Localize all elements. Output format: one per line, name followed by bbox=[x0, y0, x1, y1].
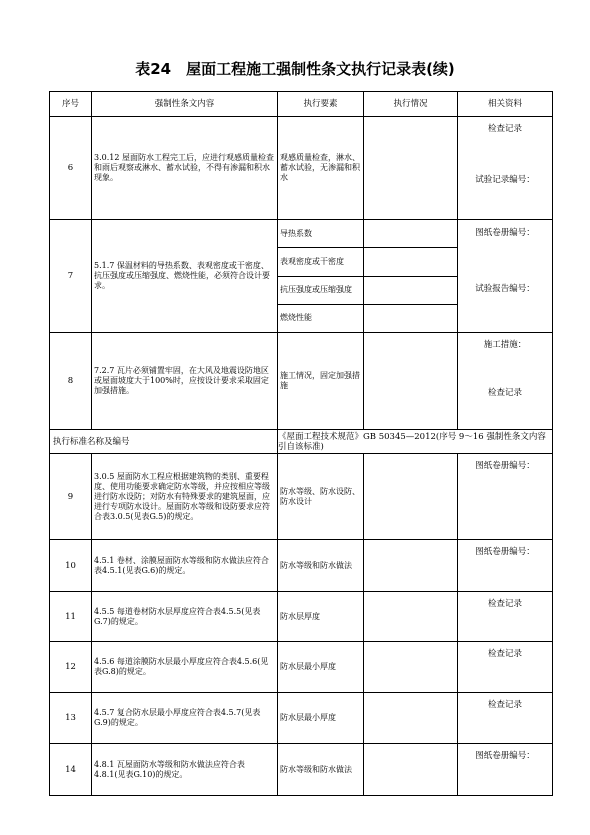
materials-label: 检查记录 bbox=[487, 599, 522, 609]
standard-text: 《屋面工程技术规范》GB 50345—2012(序号 9～16 强制性条文内容引自该标准) bbox=[278, 430, 553, 454]
clause-text: 4.5.6 每道涂膜防水层最小厚度应符合表4.5.6(见表G.8)的规定。 bbox=[92, 642, 278, 693]
status-cell[interactable] bbox=[364, 592, 458, 642]
requirement-text: 防水层最小厚度 bbox=[278, 693, 364, 744]
materials-cell bbox=[458, 540, 553, 592]
clause-text: 4.5.7 复合防水层最小厚度应符合表4.5.7(见表G.9)的规定。 bbox=[92, 693, 278, 744]
requirement-text: 燃烧性能 bbox=[278, 304, 364, 332]
page-title: 表24 屋面工程施工强制性条文执行记录表(续) bbox=[135, 60, 455, 78]
table-row bbox=[50, 220, 553, 248]
status-cell[interactable] bbox=[364, 117, 458, 220]
row-no: 10 bbox=[50, 540, 92, 592]
row-no: 8 bbox=[50, 333, 92, 430]
materials-label: 检查记录 bbox=[487, 124, 522, 134]
clause-text: 4.8.1 瓦屋面防水等级和防水做法应符合表4.8.1(见表G.10)的规定。 bbox=[92, 744, 278, 796]
standard-label-cell bbox=[50, 430, 278, 454]
row-no: 13 bbox=[50, 693, 92, 744]
materials-label: 检查记录 bbox=[487, 700, 522, 710]
materials-cell bbox=[458, 592, 553, 642]
table-row bbox=[50, 117, 553, 220]
status-cell[interactable] bbox=[364, 540, 458, 592]
materials-label: 图纸卷册编号： bbox=[475, 461, 535, 471]
status-cell[interactable] bbox=[364, 248, 458, 276]
requirement-text: 防水等级、防水设防、防水设计 bbox=[278, 454, 364, 540]
status-cell[interactable] bbox=[364, 220, 458, 248]
status-cell[interactable] bbox=[364, 304, 458, 332]
requirement-text: 防水层厚度 bbox=[278, 592, 364, 642]
materials-label: 检查记录 bbox=[487, 388, 522, 398]
materials-cell bbox=[458, 333, 553, 430]
materials-label: 试验报告编号： bbox=[475, 284, 535, 294]
row-no: 6 bbox=[50, 117, 92, 220]
standard-label: 执行标准名称及编号 bbox=[53, 436, 130, 447]
row-no: 7 bbox=[50, 220, 92, 333]
materials-label: 试验记录编号： bbox=[475, 175, 535, 185]
status-cell[interactable] bbox=[364, 693, 458, 744]
table-row bbox=[50, 592, 553, 642]
header-status: 执行情况 bbox=[364, 92, 458, 117]
materials-label: 施工措施： bbox=[483, 340, 527, 350]
requirement-text: 防水等级和防水做法 bbox=[278, 744, 364, 796]
header-clause: 强制性条文内容 bbox=[92, 92, 278, 117]
clause-text: 3.0.12 屋面防水工程完工后，应进行观感质量检查和雨后观察或淋水、蓄水试验，不得有渗漏和积水现象。 bbox=[92, 117, 278, 220]
materials-label: 图纸卷册编号： bbox=[475, 547, 535, 557]
materials-cell bbox=[458, 117, 553, 220]
status-cell[interactable] bbox=[364, 333, 458, 430]
requirement-text: 施工情况，固定加强措施 bbox=[278, 333, 364, 430]
table-row bbox=[50, 693, 553, 744]
materials-label: 图纸卷册编号： bbox=[475, 751, 535, 761]
status-cell[interactable] bbox=[364, 276, 458, 304]
clause-text: 7.2.7 瓦片必须铺置牢固，在大风及地震设防地区或屋面坡度大于100%时，应按设计要求采取固定加强措施。 bbox=[92, 333, 278, 430]
requirement-text: 导热系数 bbox=[278, 220, 364, 248]
requirement-text: 抗压强度或压缩强度 bbox=[278, 276, 364, 304]
row-no: 9 bbox=[50, 454, 92, 540]
requirement-text: 观感质量检查，淋水、蓄水试验，无渗漏和积水 bbox=[278, 117, 364, 220]
standard-row bbox=[50, 430, 553, 454]
table-row bbox=[50, 642, 553, 693]
materials-cell bbox=[458, 642, 553, 693]
status-cell[interactable] bbox=[364, 454, 458, 540]
status-cell[interactable] bbox=[364, 642, 458, 693]
row-no: 14 bbox=[50, 744, 92, 796]
materials-cell bbox=[458, 220, 553, 333]
header-requirement: 执行要素 bbox=[278, 92, 364, 117]
header-no: 序号 bbox=[50, 92, 92, 117]
table-row bbox=[50, 454, 553, 540]
requirement-text: 防水等级和防水做法 bbox=[278, 540, 364, 592]
table-row bbox=[50, 333, 553, 430]
table-row bbox=[50, 540, 553, 592]
materials-cell bbox=[458, 693, 553, 744]
materials-label: 图纸卷册编号： bbox=[475, 228, 535, 238]
materials-cell bbox=[458, 744, 553, 796]
table-header-row bbox=[50, 92, 553, 117]
clause-text: 5.1.7 保温材料的导热系数、表观密度或干密度、抗压强度或压缩强度、燃烧性能，必须符合设计要求。 bbox=[92, 220, 278, 333]
header-materials: 相关资料 bbox=[458, 92, 553, 117]
clause-text: 3.0.5 屋面防水工程应根据建筑物的类别、重要程度、使用功能要求确定防水等级，并应按相应等级进行防水设防；对防水有特殊要求的建筑屋面，应进行专项防水设计。屋面防水等级和设防要求应符合表3.0.5(见表G.5)的规定。 bbox=[92, 454, 278, 540]
requirement-text: 表观密度或干密度 bbox=[278, 248, 364, 276]
record-table bbox=[49, 91, 553, 796]
row-no: 12 bbox=[50, 642, 92, 693]
requirement-text: 防水层最小厚度 bbox=[278, 642, 364, 693]
status-cell[interactable] bbox=[364, 744, 458, 796]
materials-cell bbox=[458, 454, 553, 540]
table-row bbox=[50, 744, 553, 796]
row-no: 11 bbox=[50, 592, 92, 642]
clause-text: 4.5.1 卷材、涂膜屋面防水等级和防水做法应符合表4.5.1(见表G.6)的规定。 bbox=[92, 540, 278, 592]
materials-label: 检查记录 bbox=[487, 649, 522, 659]
clause-text: 4.5.5 每道卷材防水层厚度应符合表4.5.5(见表G.7)的规定。 bbox=[92, 592, 278, 642]
